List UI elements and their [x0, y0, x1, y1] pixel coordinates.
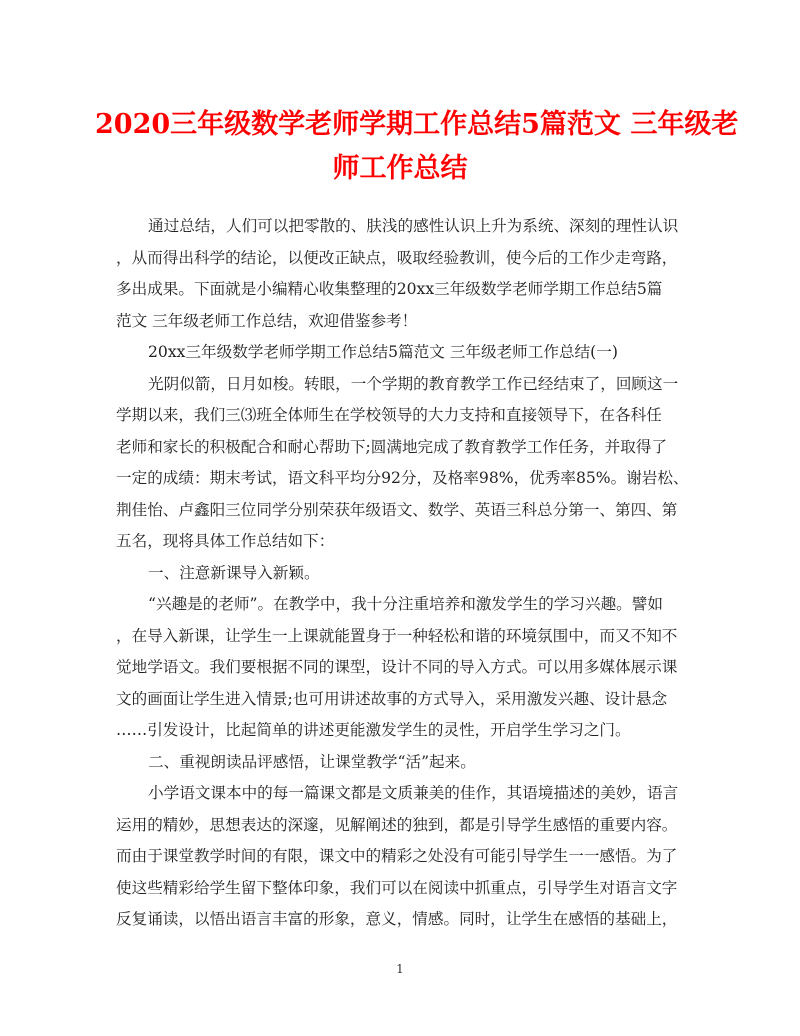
paragraph-line: 而由于课堂教学时间的有限，课文中的精彩之处没有可能引导学生一一感悟。为了 [116, 847, 678, 865]
title-line-1: 2020三年级数学老师学期工作总结5篇范文 三年级老 [95, 109, 739, 140]
paragraph-line: 五名，现将具体工作总结如下： [116, 532, 335, 550]
document-body [116, 211, 696, 936]
paragraph-line: 文的画面让学生进入情景;也可用讲述故事的方式导入，采用激发兴趣、设计悬念 [116, 689, 668, 708]
paragraph-line: 20xx三年级数学老师学期工作总结5篇范文 三年级老师工作总结(一) [148, 343, 618, 361]
section-heading: 一、注意新课导入新颖。 [148, 563, 320, 582]
page-number: 1 [396, 962, 404, 976]
paragraph-line: 学期以来，我们三⑶班全体师生在学校领导的大力支持和直接领导下，在各科任 [116, 406, 662, 424]
paragraph-line: 使这些精彩给学生留下整体印象，我们可以在阅读中抓重点，引导学生对语言文字 [116, 878, 678, 897]
paragraph-line: 老师和家长的积极配合和耐心帮助下;圆满地完成了教育教学工作任务，并取得了 [116, 437, 668, 456]
section-heading: 二、重视朗读品评感悟，让课堂教学“活”起来。 [148, 752, 476, 771]
paragraph-line: 觉地学语文。我们要根据不同的课型，设计不同的导入方式。可以用多媒体展示课 [116, 658, 678, 676]
paragraph-line: ，从而得出科学的结论，以便改正缺点，吸取经验教训，使今后的工作少走弯路， [116, 248, 678, 267]
paragraph-line: 运用的精妙，思想表达的深邃，见解阐述的独到，都是引导学生感悟的重要内容。 [116, 815, 678, 834]
paragraph-line: 反复诵读，以悟出语言丰富的形象，意义，情感。同时，让学生在感悟的基础上， [116, 910, 678, 928]
page-title [95, 103, 739, 191]
paragraph-line: ，在导入新课，让学生一上课就能置身于一种轻松和谐的环境氛围中，而又不知不 [116, 626, 678, 645]
paragraph-line: 小学语文课本中的每一篇课文都是文质兼美的佳作，其语境描述的美妙，语言 [148, 784, 679, 802]
paragraph-line: 光阴似箭，日月如梭。转眼，一个学期的教育教学工作已经结束了，回顾这一 [148, 374, 679, 393]
paragraph-line: “兴趣是的老师”。在教学中，我十分注重培养和激发学生的学习兴趣。譬如 [148, 595, 663, 613]
paragraph-line: 一定的成绩：期末考试，语文科平均分92分，及格率98%，优秀率85%。谢岩松、 [116, 469, 689, 487]
title-line-2: 师工作总结 [332, 153, 468, 184]
paragraph-line: 通过总结，人们可以把零散的、肤浅的感性认识上升为系统、深刻的理性认识 [148, 217, 679, 235]
paragraph-line: 荆佳怡、卢鑫阳三位同学分别荣获年级语文、数学、英语三科总分第一、第四、第 [116, 500, 678, 519]
paragraph-line: ……引发设计，比起简单的讲述更能激发学生的灵性，开启学生学习之门。 [116, 721, 631, 739]
paragraph-line: 范文 三年级老师工作总结，欢迎借鉴参考！ [116, 311, 418, 330]
paragraph-line: 多出成果。下面就是小编精心收集整理的20xx三年级数学老师学期工作总结5篇 [116, 280, 663, 298]
